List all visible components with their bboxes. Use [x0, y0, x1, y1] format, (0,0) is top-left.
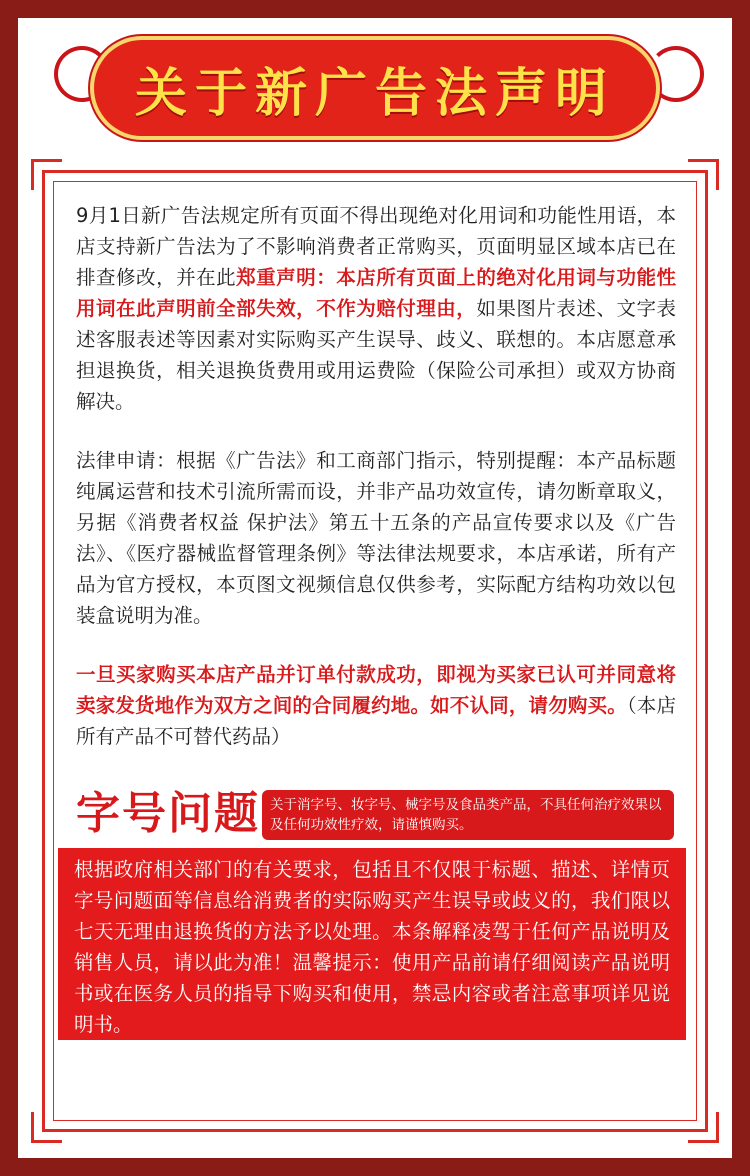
p1-text-b: 如果图片表述、文字表述客服表述等因素对实际购买产生误导、歧义、联想的。本店愿意承担退换货，相关退换货费用或用运费险（保险公司承担）或双方协商解决。: [76, 297, 676, 413]
p3-highlight: 一旦买家购买本店产品并订单付款成功，即视为买家已认可并同意将卖家发货地作为双方之间的合同履约地。如不认同，请勿购买。: [76, 663, 676, 717]
section2-header: [76, 784, 676, 844]
corner-ornament: [31, 159, 62, 190]
page-title: 关于新广告法声明: [134, 63, 615, 124]
corner-ornament: [31, 1112, 62, 1143]
corner-ornament: [688, 1112, 719, 1143]
p3-text-b: （本店所有产品不可替代药品）: [76, 694, 676, 748]
p1-highlight: 郑重声明：本店所有页面上的绝对化用词与功能性用词在此声明前全部失效，不作为赔付理由，: [76, 266, 676, 320]
statement-paragraph-2: 法律申请：根据《广告法》和工商部门指示，特别提醒：本产品标题纯属运营和技术引流所需而设，并非产品功效宣传，请勿断章取义，另据《消费者权益 保护法》第五十五条的产品宣传要求以及《广告法》、《医疗器械监督管理条例》等法律法规要求，本店承诺，所有产品为官方授权，本页图文视频信息仅供参考，实际配方结构功效以包装盒说明为准。: [76, 449, 676, 627]
statement-content: [76, 200, 676, 780]
p1-text-a: 9月1日新广告法规定所有页面不得出现绝对化用词和功能性用语，本店支持新广告法为了不影响消费者正常购买，页面明显区域本店已在排查修改，并在此: [76, 204, 676, 289]
corner-ornament: [688, 159, 719, 190]
title-banner: [94, 40, 656, 136]
section2-note: 关于消字号、妆字号、械字号及食品类产品，不具任何治疗效果以及任何功效性疗效，请谨慎购买。: [262, 790, 674, 840]
statement-paragraph-1: [76, 200, 676, 417]
right-swirl-ornament: [648, 46, 704, 102]
statement-paragraph-3: [76, 659, 676, 752]
section2-title: 字号问题: [76, 788, 260, 839]
section2-body: 根据政府相关部门的有关要求，包括且不仅限于标题、描述、详情页字号问题面等信息给消费者的实际购买产生误导或歧义的，我们限以七天无理由退换货的方法予以处理。本条解释凌驾于任何产品说明及销售人员，请以此为准！温馨提示：使用产品前请仔细阅读产品说明书或在医务人员的指导下购买和使用，禁忌内容或者注意事项详见说明书。: [58, 848, 686, 1040]
